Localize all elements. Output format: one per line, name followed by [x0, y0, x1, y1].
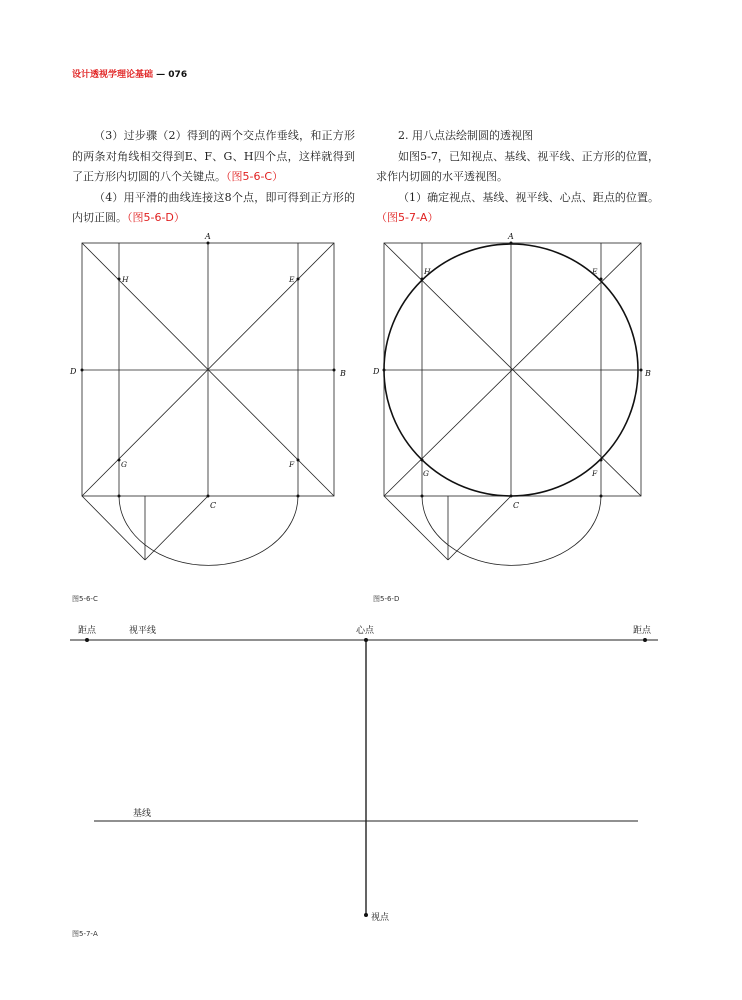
- label-h: H: [424, 267, 431, 276]
- label-f: F: [592, 469, 598, 478]
- step3-text: （3）过步骤（2）得到的两个交点作垂线，和正方形的两条对角线相交得到E、F、G、H四个点，这样就得到了正方形内切圆的八个关键点。: [72, 129, 355, 183]
- fig-5-7-a-ref: （图5-7-A）: [376, 211, 439, 224]
- base-dot-right: [297, 495, 300, 498]
- point-d-dot: [81, 369, 84, 372]
- fig-5-6-c-ref: （图5-6-C）: [226, 170, 284, 183]
- point-c-dot: [510, 495, 513, 498]
- construction-arc: [422, 496, 601, 565]
- construction-arc: [119, 496, 298, 565]
- step4-text: （4）用平滑的曲线连接这8个点，即可得到正方形的内切正圆。: [72, 190, 355, 224]
- figure-5-6-c: [66, 230, 356, 570]
- label-d: D: [373, 367, 380, 376]
- label-f: F: [289, 460, 295, 469]
- fig-5-6-d-ref: （图5-6-D）: [127, 211, 185, 224]
- label-c: C: [513, 501, 520, 510]
- label-a: A: [508, 232, 514, 241]
- construction-line-left: [82, 496, 145, 560]
- label-b: B: [340, 369, 346, 378]
- point-a-dot: [207, 242, 210, 245]
- point-e-dot: [600, 278, 603, 281]
- distance-point-left-label: 距点: [78, 626, 97, 636]
- figure-5-6-d: [368, 230, 658, 570]
- base-line-label: 基线: [133, 809, 152, 819]
- step4-paragraph: [72, 188, 355, 229]
- right-column: [376, 126, 659, 229]
- label-d: D: [70, 367, 77, 376]
- view-point-dot: [364, 913, 368, 917]
- section-heading: 2. 用八点法绘制圆的透视图: [398, 129, 533, 142]
- distance-point-right-label: 距点: [633, 626, 652, 636]
- point-f-dot: [297, 459, 300, 462]
- point-h-dot: [421, 278, 424, 281]
- point-f-dot: [600, 459, 603, 462]
- label-e: E: [592, 267, 598, 276]
- label-h: H: [122, 275, 129, 284]
- point-a-dot: [510, 242, 513, 245]
- label-a: A: [205, 232, 211, 241]
- point-g-dot: [421, 459, 424, 462]
- caption-fig-5-6-c: 图5-6-C: [72, 595, 98, 603]
- base-dot-right: [600, 495, 603, 498]
- label-e: E: [289, 275, 295, 284]
- label-c: C: [210, 501, 217, 510]
- figure-5-7-a: [70, 618, 670, 928]
- point-h-dot: [118, 278, 121, 281]
- base-dot-left: [118, 495, 121, 498]
- center-point-label: 心点: [356, 626, 375, 636]
- construction-line-right: [448, 496, 511, 560]
- caption-fig-5-7-a: 图5-7-A: [72, 930, 98, 938]
- step3-paragraph: [72, 126, 355, 188]
- view-point-label: 视点: [371, 913, 390, 923]
- page-number: 076: [168, 70, 188, 80]
- intro-paragraph: 如图5-7，已知视点、基线、视平线、正方形的位置，求作内切圆的水平透视图。: [376, 149, 659, 183]
- horizon-line-label: 视平线: [129, 626, 157, 636]
- label-b: B: [645, 369, 651, 378]
- left-column: [72, 126, 355, 229]
- point-c-dot: [207, 495, 210, 498]
- step1-text: （1）确定视点、基线、视平线、心点、距点的位置。: [398, 190, 659, 204]
- header-dash: —: [156, 70, 166, 80]
- center-point-dot: [364, 638, 368, 642]
- book-title: 设计透视学理论基础: [72, 70, 154, 80]
- caption-fig-5-6-d: 图5-6-D: [373, 595, 400, 603]
- point-d-dot: [383, 369, 386, 372]
- point-e-dot: [297, 278, 300, 281]
- page-header: [72, 67, 187, 80]
- point-b-dot: [333, 369, 336, 372]
- label-g: G: [121, 460, 127, 469]
- label-g: G: [423, 469, 429, 478]
- base-dot-left: [421, 495, 424, 498]
- point-b-dot: [640, 369, 643, 372]
- construction-line-left: [384, 496, 448, 560]
- distance-point-right-dot: [643, 638, 647, 642]
- construction-line-right: [145, 496, 208, 560]
- step1-paragraph: [376, 188, 659, 229]
- distance-point-left-dot: [85, 638, 89, 642]
